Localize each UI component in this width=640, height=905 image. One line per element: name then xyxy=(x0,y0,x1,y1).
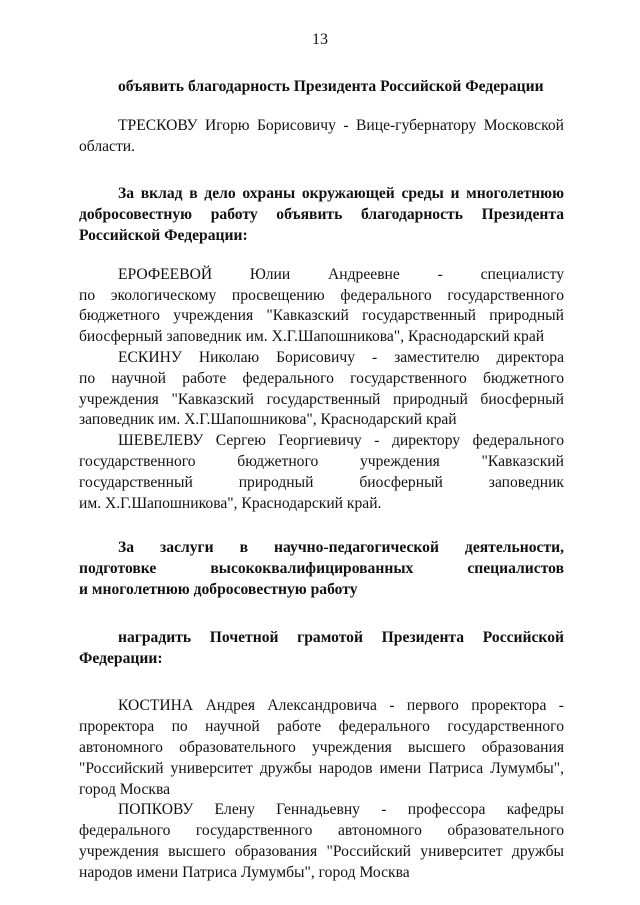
text-line: ТРЕСКОВУ Игорю Борисовичу - Вице-губернатору Московской xyxy=(118,116,564,134)
text-line: и многолетнюю добросовестную работу xyxy=(79,580,358,598)
text-line: области. xyxy=(79,137,136,155)
text-line: биосферный заповедник им. Х.Г.Шапошникова", Краснодарский край xyxy=(79,328,545,346)
text-line: учреждения "Кавказский государственный природный биосферный xyxy=(79,390,564,408)
text-line: За вклад в дело охраны окружающей среды и многолетнюю xyxy=(118,185,564,203)
text-line: народов имени Патриса Лумумбы", город Москва xyxy=(79,863,410,881)
award-entry-eskin xyxy=(79,348,564,431)
text-line: бюджетного учреждения "Кавказский государственный природный xyxy=(79,307,564,325)
award-entry-popkova xyxy=(79,800,564,883)
text-line: им. Х.Г.Шапошникова", Краснодарский край. xyxy=(79,494,382,512)
text-line: учреждения высшего образования "Российский университет дружбы xyxy=(79,842,564,860)
text-line: Российской Федерации: xyxy=(79,226,248,244)
text-line: город Москва xyxy=(79,780,171,798)
text-line: "Российский университет дружбы народов имени Патриса Лумумбы", xyxy=(79,759,564,777)
award-heading-gratitude xyxy=(79,77,564,98)
page-number: 13 xyxy=(312,31,328,48)
text-line: добросовестную работу объявить благодарность Президента xyxy=(79,206,564,224)
text-line: по экологическому просвещению федерального государственного xyxy=(79,286,564,304)
text-line: ЕРОФЕЕВОЙ Юлии Андреевне - специалисту xyxy=(118,265,564,283)
text-line: За заслуги в научно-педагогической деятельности, xyxy=(118,539,564,557)
award-heading-environment xyxy=(79,184,564,246)
award-heading-certificate xyxy=(79,628,564,670)
award-heading-education xyxy=(79,538,564,600)
text-line: ШЕВЕЛЕВУ Сергею Георгиевичу - директору федерального xyxy=(118,432,564,450)
award-entry-kostin xyxy=(79,696,564,800)
award-entry-treskov xyxy=(79,116,564,158)
text-line: по научной работе федерального государственного бюджетного xyxy=(79,369,564,387)
text-line: объявить благодарность Президента Российской Федерации xyxy=(118,78,544,95)
text-line: ЕСКИНУ Николаю Борисовичу - заместителю директора xyxy=(118,348,564,366)
text-line: государственного бюджетного учреждения "Кавказский xyxy=(79,452,564,470)
award-entry-erofeeva xyxy=(79,265,564,348)
text-line: наградить Почетной грамотой Президента Российской xyxy=(118,628,564,646)
text-line: КОСТИНА Андрея Александровича - первого проректора - xyxy=(118,697,564,715)
text-line: автономного образовательного учреждения высшего образования xyxy=(79,738,564,756)
award-entry-shevelev xyxy=(79,431,564,514)
document-body xyxy=(79,77,564,884)
text-line: заповедник им. Х.Г.Шапошникова", Краснодарский край xyxy=(79,411,457,429)
text-line: государственный природный биосферный заповедник xyxy=(79,473,564,491)
text-line: Федерации: xyxy=(79,649,163,667)
text-line: федерального государственного автономного образовательного xyxy=(79,822,564,840)
text-line: ПОПКОВУ Елену Геннадьевну - профессора кафедры xyxy=(118,801,564,819)
text-line: проректора по научной работе федерального государственного xyxy=(79,718,564,736)
text-line: подготовке высококвалифицированных специалистов xyxy=(79,560,564,578)
